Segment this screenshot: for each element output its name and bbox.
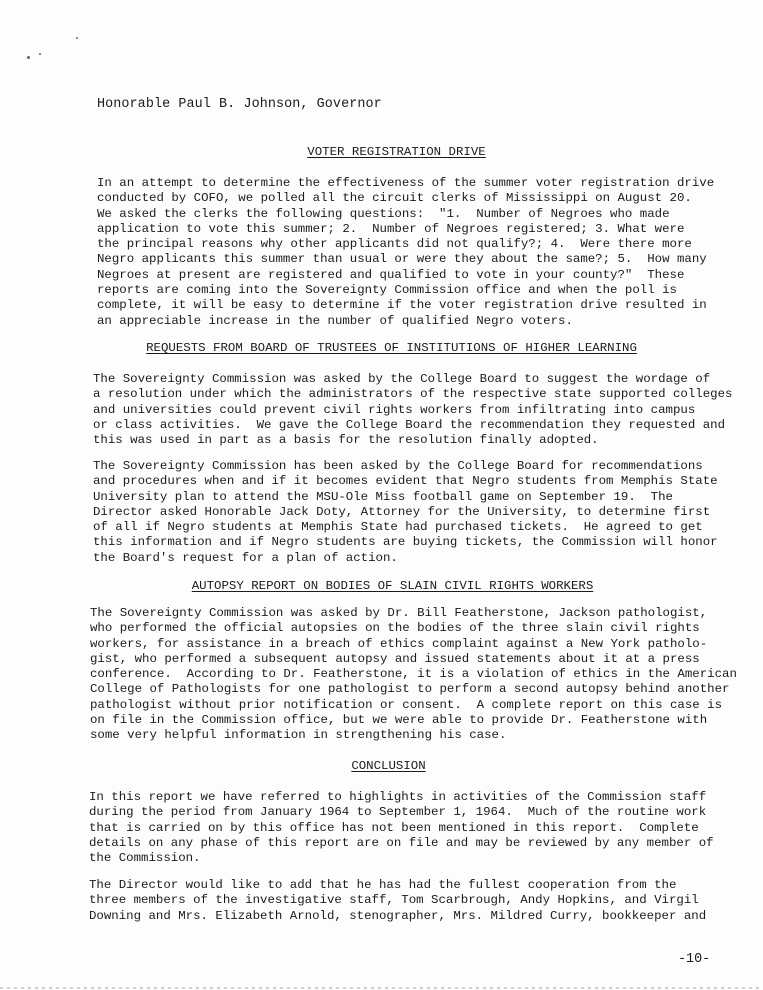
- text-line: In an attempt to determine the effectiveness of the summer voter registration drive: [97, 176, 715, 190]
- section-heading: AUTOPSY REPORT ON BODIES OF SLAIN CIVIL RIGHTS WORKERS: [191, 579, 594, 593]
- text-line: College of Pathologists for one pathologist to perform a second autopsy behind another: [90, 682, 730, 697]
- text-line: complete, it will be easy to determine if the voter registration drive resulted in: [97, 298, 707, 313]
- text-line: some very helpful information in strengthening his case.: [90, 728, 507, 743]
- paragraph: [97, 176, 714, 329]
- text-line: a resolution under which the administrators of the respective state supported colleges: [93, 387, 733, 402]
- text-line: who performed the official autopsies on the bodies of the three slain civil rights: [90, 621, 700, 636]
- text-line: that is carried on by this office has not been mentioned in this report. Complete: [89, 820, 699, 835]
- text-line: conference. According to Dr. Featherstone, it is a violation of ethics in the American: [90, 667, 737, 682]
- section-heading: CONCLUSION: [351, 759, 426, 773]
- text-line: The Sovereignty Commission has been asked by the College Board for recommendations: [93, 459, 703, 473]
- text-line: Downing and Mrs. Elizabeth Arnold, stenographer, Mrs. Mildred Curry, bookkeeper and: [89, 908, 707, 923]
- text-line: workers, for assistance in a breach of ethics complaint against a New York patholo-: [90, 636, 708, 651]
- scan-speck: [39, 53, 41, 55]
- scan-speck: [76, 37, 78, 39]
- addressee-line: Honorable Paul B. Johnson, Governor: [97, 97, 382, 112]
- text-line: gist, who performed a subsequent autopsy and issued statements about it at a press: [90, 651, 700, 666]
- section-heading: VOTER REGISTRATION DRIVE: [307, 145, 486, 159]
- text-line: pathologist without prior notification or consent. A complete report on this case is: [90, 697, 723, 712]
- paragraph: [93, 372, 732, 448]
- scan-speck: [27, 56, 30, 59]
- text-line: Director asked Honorable Jack Doty, Attorney for the University, to determine first: [93, 504, 711, 519]
- text-line: this was used in part as a basis for the resolution finally adopted.: [93, 433, 599, 448]
- section-heading: REQUESTS FROM BOARD OF TRUSTEES OF INSTITUTIONS OF HIGHER LEARNING: [146, 341, 637, 355]
- text-line: reports are coming into the Sovereignty Commission office and when the poll is: [97, 283, 677, 298]
- text-line: during the period from January 1964 to September 1, 1964. Much of the routine work: [89, 805, 707, 820]
- text-line: the principal reasons why other applicants did not qualify?; 4. Were there more: [97, 237, 692, 252]
- page-number: -10-: [678, 952, 711, 967]
- text-line: or class activities. We gave the College Board the recommendation they requested and: [93, 417, 726, 432]
- text-line: the Board's request for a plan of action.: [93, 550, 398, 565]
- paragraph: [89, 878, 706, 924]
- text-line: Negro applicants this summer than usual or were they about the same?; 5. How many: [97, 252, 707, 267]
- text-line: conducted by COFO, we polled all the circuit clerks of Mississippi on August 20.: [97, 191, 692, 206]
- text-line: The Sovereignty Commission was asked by the College Board to suggest the wordage of: [93, 372, 711, 386]
- text-line: on file in the Commission office, but we were able to provide Dr. Featherstone with: [90, 713, 708, 728]
- paragraph: [93, 459, 718, 566]
- text-line: an appreciable increase in the number of qualified Negro voters.: [97, 313, 573, 328]
- text-line: and universities could prevent civil rights workers from infiltrating into campus: [93, 402, 696, 417]
- text-line: of all if Negro students at Memphis State had purchased tickets. He agreed to get: [93, 520, 703, 535]
- text-line: application to vote this summer; 2. Number of Negroes registered; 3. What were: [97, 221, 685, 236]
- text-line: In this report we have referred to highlights in activities of the Commission staff: [89, 790, 707, 804]
- text-line: and procedures when and if it becomes evident that Negro students from Memphis State: [93, 474, 718, 489]
- paragraph: [89, 790, 714, 866]
- scan-edge: [0, 987, 763, 989]
- text-line: Negroes at present are registered and qualified to vote in your county?" These: [97, 267, 685, 282]
- text-line: The Sovereignty Commission was asked by Dr. Bill Featherstone, Jackson pathologist,: [90, 606, 708, 620]
- paragraph: [90, 606, 737, 744]
- text-line: University plan to attend the MSU-Ole Miss football game on September 19. The: [93, 489, 673, 504]
- text-line: We asked the clerks the following questions: "1. Number of Negroes who made: [97, 206, 670, 221]
- text-line: The Director would like to add that he has had the fullest cooperation from the: [89, 878, 677, 892]
- text-line: this information and if Negro students are buying tickets, the Commission will honor: [93, 535, 718, 550]
- text-line: three members of the investigative staff, Tom Scarbrough, Andy Hopkins, and Virgil: [89, 893, 699, 908]
- text-line: the Commission.: [89, 851, 201, 866]
- text-line: details on any phase of this report are on file and may be reviewed by any member of: [89, 835, 714, 850]
